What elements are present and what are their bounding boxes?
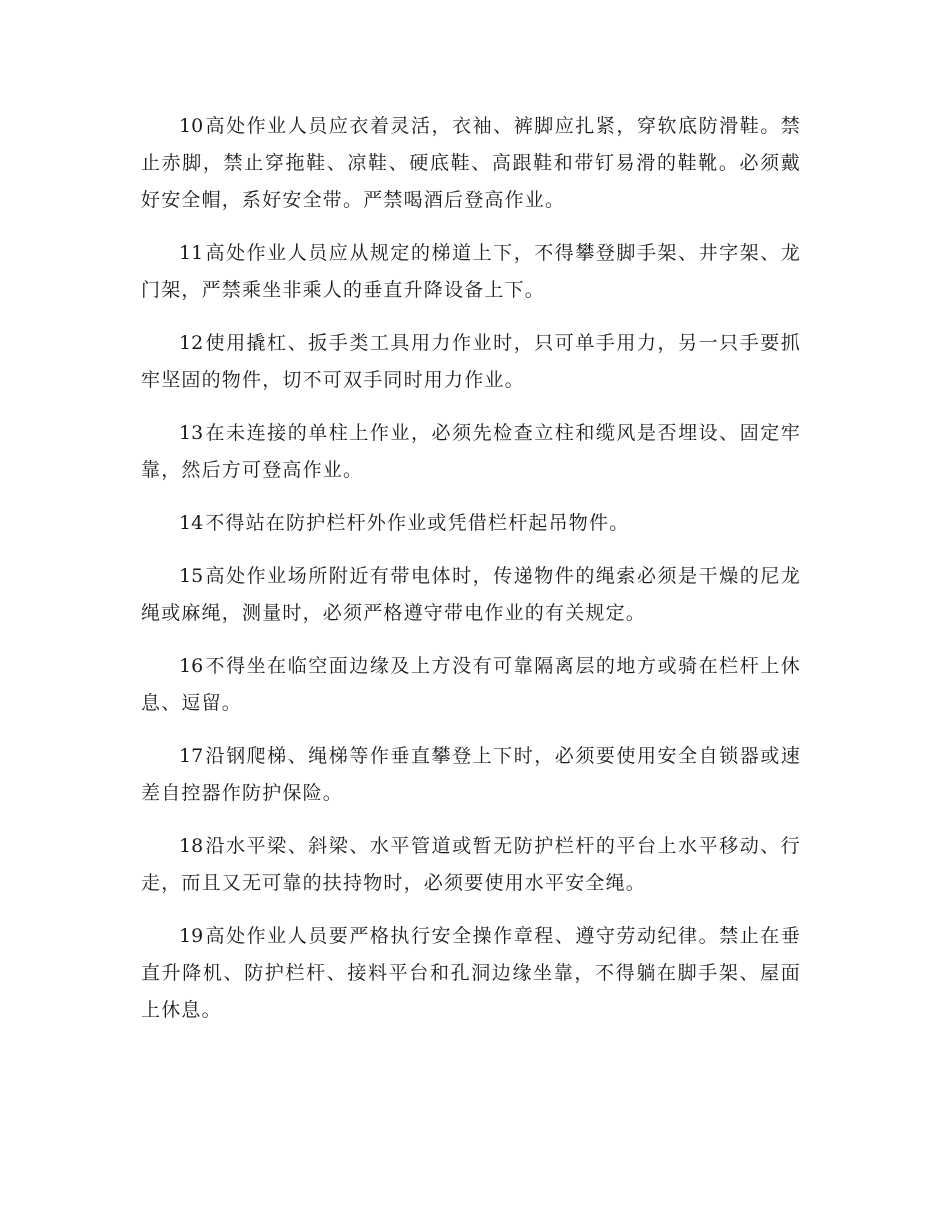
paragraph-number: 17 xyxy=(179,745,204,767)
paragraph-number: 15 xyxy=(179,565,204,587)
paragraph-number: 13 xyxy=(179,422,204,444)
paragraph-text: 高处作业人员应衣着灵活，衣袖、裤脚应扎紧，穿软底防滑鞋。禁止赤脚，禁止穿拖鞋、凉鞋、硬底鞋、高跟鞋和带钉易滑的鞋靴。必须戴好安全帽，系好安全带。严禁喝酒后登高作业。 xyxy=(141,115,801,211)
paragraph-text: 使用撬杠、扳手类工具用力作业时，只可单手用力，另一只手要抓牢坚固的物件，切不可双手同时用力作业。 xyxy=(141,332,801,391)
paragraph-number: 16 xyxy=(179,655,204,677)
paragraph-17 xyxy=(141,738,801,812)
paragraph-number: 11 xyxy=(179,242,204,264)
paragraph-text: 不得站在防护栏杆外作业或凭借栏杆起吊物件。 xyxy=(205,512,630,534)
paragraph-text: 沿水平梁、斜梁、水平管道或暂无防护栏杆的平台上水平移动、行走，而且又无可靠的扶持物时，必须要使用水平安全绳。 xyxy=(141,835,801,894)
paragraph-text: 沿钢爬梯、绳梯等作垂直攀登上下时，必须要使用安全自锁器或速差自控器作防护保险。 xyxy=(141,745,801,804)
paragraph-number: 19 xyxy=(179,925,204,947)
paragraph-number: 12 xyxy=(179,332,204,354)
paragraph-13 xyxy=(141,415,801,489)
paragraph-text: 在未连接的单柱上作业，必须先检查立柱和缆风是否埋设、固定牢靠，然后方可登高作业。 xyxy=(141,422,801,481)
paragraph-19 xyxy=(141,918,801,1029)
paragraph-text: 高处作业人员要严格执行安全操作章程、遵守劳动纪律。禁止在垂直升降机、防护栏杆、接料平台和孔洞边缘坐靠，不得躺在脚手架、屋面上休息。 xyxy=(141,925,801,1021)
paragraph-text: 高处作业场所附近有带电体时，传递物件的绳索必须是干燥的尼龙绳或麻绳，测量时，必须严格遵守带电作业的有关规定。 xyxy=(141,565,801,624)
paragraph-11 xyxy=(141,235,801,309)
paragraph-number: 14 xyxy=(179,512,204,534)
document-body xyxy=(141,108,801,1045)
paragraph-12 xyxy=(141,325,801,399)
paragraph-10 xyxy=(141,108,801,219)
paragraph-15 xyxy=(141,558,801,632)
paragraph-text: 高处作业人员应从规定的梯道上下，不得攀登脚手架、井字架、龙门架，严禁乘坐非乘人的垂直升降设备上下。 xyxy=(141,242,801,301)
paragraph-text: 不得坐在临空面边缘及上方没有可靠隔离层的地方或骑在栏杆上休息、逗留。 xyxy=(141,655,801,714)
paragraph-16 xyxy=(141,648,801,722)
paragraph-14 xyxy=(141,505,801,542)
paragraph-number: 18 xyxy=(179,835,204,857)
paragraph-number: 10 xyxy=(179,115,204,137)
paragraph-18 xyxy=(141,828,801,902)
